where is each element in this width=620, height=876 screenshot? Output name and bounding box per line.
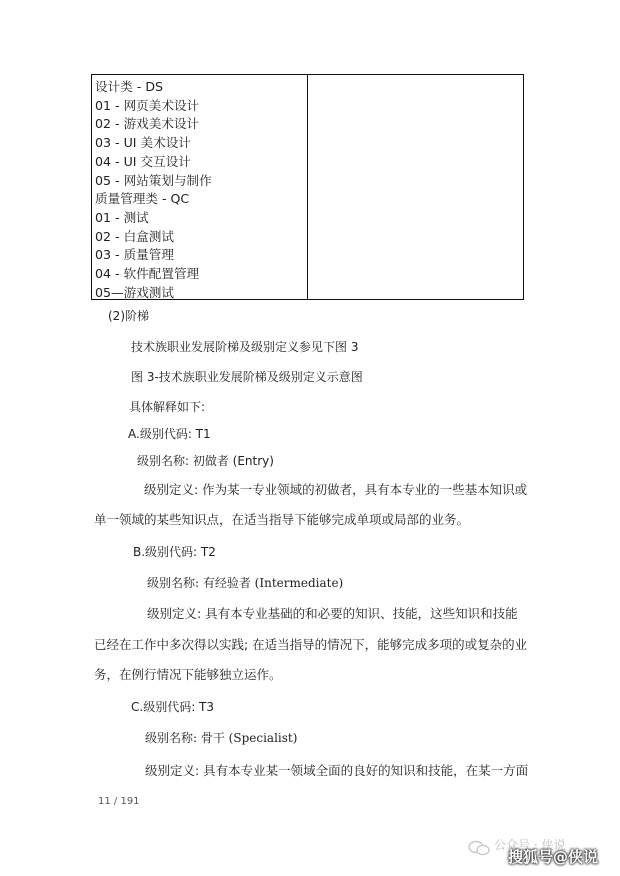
level-name-t2: 级别名称: 有经验者 (Intermediate) [147,576,344,590]
category-line: 02 - 游戏美术设计 [95,116,200,132]
category-line: 05 - 网站策划与制作 [95,172,212,188]
category-line: 04 - UI 交互设计 [95,153,191,169]
level-name-t3: 级别名称: 骨干 (Specialist) [145,731,298,745]
category-line: 设计类 - DS [95,79,164,94]
section-heading: (2)阶梯 [108,309,149,323]
level-def-t2-line1: 级别定义: 具有本专业基础的和必要的知识、技能，这些知识和技能 [147,606,518,621]
level-def-t3-line1: 级别定义: 具有本专业某一领域全面的良好的知识和技能，在某一方面 [145,763,529,778]
explain-label: 具体解释如下: [129,400,206,414]
figure-caption: 图 3-技术族职业发展阶梯及级别定义示意图 [131,370,363,384]
intro-paragraph: 技术族职业发展阶梯及级别定义参见下图 3 [131,340,359,354]
level-def-t2-line3: 务，在例行情况下能够独立运作。 [94,667,282,682]
empty-table-cell [308,75,523,299]
category-line: 05—游戏测试 [95,284,174,300]
level-name-t1: 级别名称: 初做者 (Entry) [137,454,274,468]
category-line: 质量管理类 - QC [95,191,190,207]
watermark-badge: 搜狐号@侠说 [508,848,599,866]
category-line: 01 - 网页美术设计 [95,97,200,113]
level-code-t2: B.级别代码: T2 [133,545,216,559]
category-line: 01 - 测试 [95,209,149,225]
page-number: 11 / 191 [98,796,140,807]
level-def-t2-line2: 已经在工作中多次得以实践; 在适当指导的情况下，能够完成多项的或复杂的业 [94,637,528,652]
watermark-text: 公众号 · 侠说 [494,838,566,852]
category-list-cell [92,75,308,299]
wechat-icon [468,840,490,856]
level-def-t1-line2: 单一领域的某些知识点，在适当指导下能够完成单项或局部的业务。 [94,512,470,527]
category-line: 04 - 软件配置管理 [95,266,200,282]
level-def-t1-line1: 级别定义: 作为某一专业领域的初做者，具有本专业的一些基本知识或 [144,482,528,497]
category-line: 02 - 白盒测试 [95,228,174,244]
level-code-t3: C.级别代码: T3 [131,700,215,714]
category-line: 03 - UI 美术设计 [95,135,191,151]
category-line: 03 - 质量管理 [95,247,174,263]
level-code-t1: A.级别代码: T1 [128,427,211,441]
category-table [91,74,524,300]
